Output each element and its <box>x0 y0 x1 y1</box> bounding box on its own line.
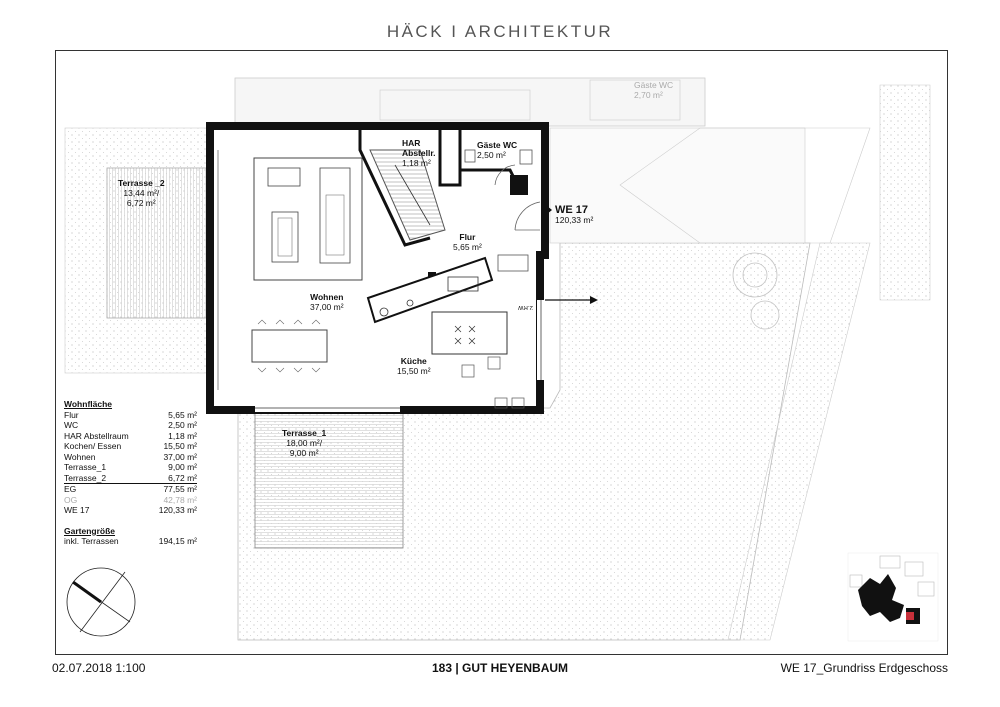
garden-row: inkl. Terrassen 194,15 m² <box>64 536 197 546</box>
area-row: Terrasse_1 9,00 m² <box>64 462 197 472</box>
label-gaeste-wc-neighbor: Gäste WC 2,70 m² <box>634 80 674 100</box>
label-terrasse-2: Terrasse _2 13,44 m²/ 6,72 m² <box>118 178 165 208</box>
area-table <box>64 399 197 547</box>
sofa <box>268 168 300 186</box>
label-rw: 2.RW <box>518 304 533 310</box>
label-har: HAR Abstellr. 1,18 m² <box>402 138 436 168</box>
footer-date-scale: 02.07.2018 1:100 <box>52 661 146 675</box>
north-arrow-icon <box>67 568 135 636</box>
site-plan-icon <box>848 553 938 641</box>
area-row: Kochen/ Essen 15,50 m² <box>64 441 197 451</box>
dining-table <box>252 330 327 362</box>
area-row: WC 2,50 m² <box>64 420 197 430</box>
garden-right-outer <box>880 85 930 300</box>
area-row: WE 17 120,33 m² <box>64 505 197 515</box>
area-row: Flur 5,65 m² <box>64 409 197 420</box>
area-row: Terrasse_2 6,72 m² <box>64 472 197 483</box>
paved-top <box>550 128 805 243</box>
area-row: EG 77,55 m² <box>64 484 197 494</box>
footer-sheet-title: WE 17_Grundriss Erdgeschoss <box>780 661 948 675</box>
brand-title: HÄCK I ARCHITEKTUR <box>386 22 614 41</box>
footer-project: 183 | GUT HEYENBAUM <box>431 661 569 675</box>
area-row: HAR Abstellraum 1,18 m² <box>64 430 197 441</box>
garden-heading: Gartengröße <box>64 525 116 536</box>
label-kueche: Küche 15,50 m² <box>397 356 431 376</box>
label-we17: WE 17 120,33 m² <box>555 204 594 225</box>
label-flur: Flur 5,65 m² <box>453 232 482 252</box>
label-wohnen: Wohnen 37,00 m² <box>310 292 344 312</box>
area-row: Wohnen 37,00 m² <box>64 451 197 462</box>
label-gaeste-wc: Gäste WC 2,50 m² <box>477 140 518 160</box>
area-row: OG 42,78 m² <box>64 494 197 505</box>
terrasse-1 <box>255 408 403 548</box>
label-terrasse-1: Terrasse_1 18,00 m²/ 9,00 m² <box>282 428 327 458</box>
area-heading: Wohnfläche <box>64 399 113 409</box>
kitchen-island <box>432 312 507 354</box>
